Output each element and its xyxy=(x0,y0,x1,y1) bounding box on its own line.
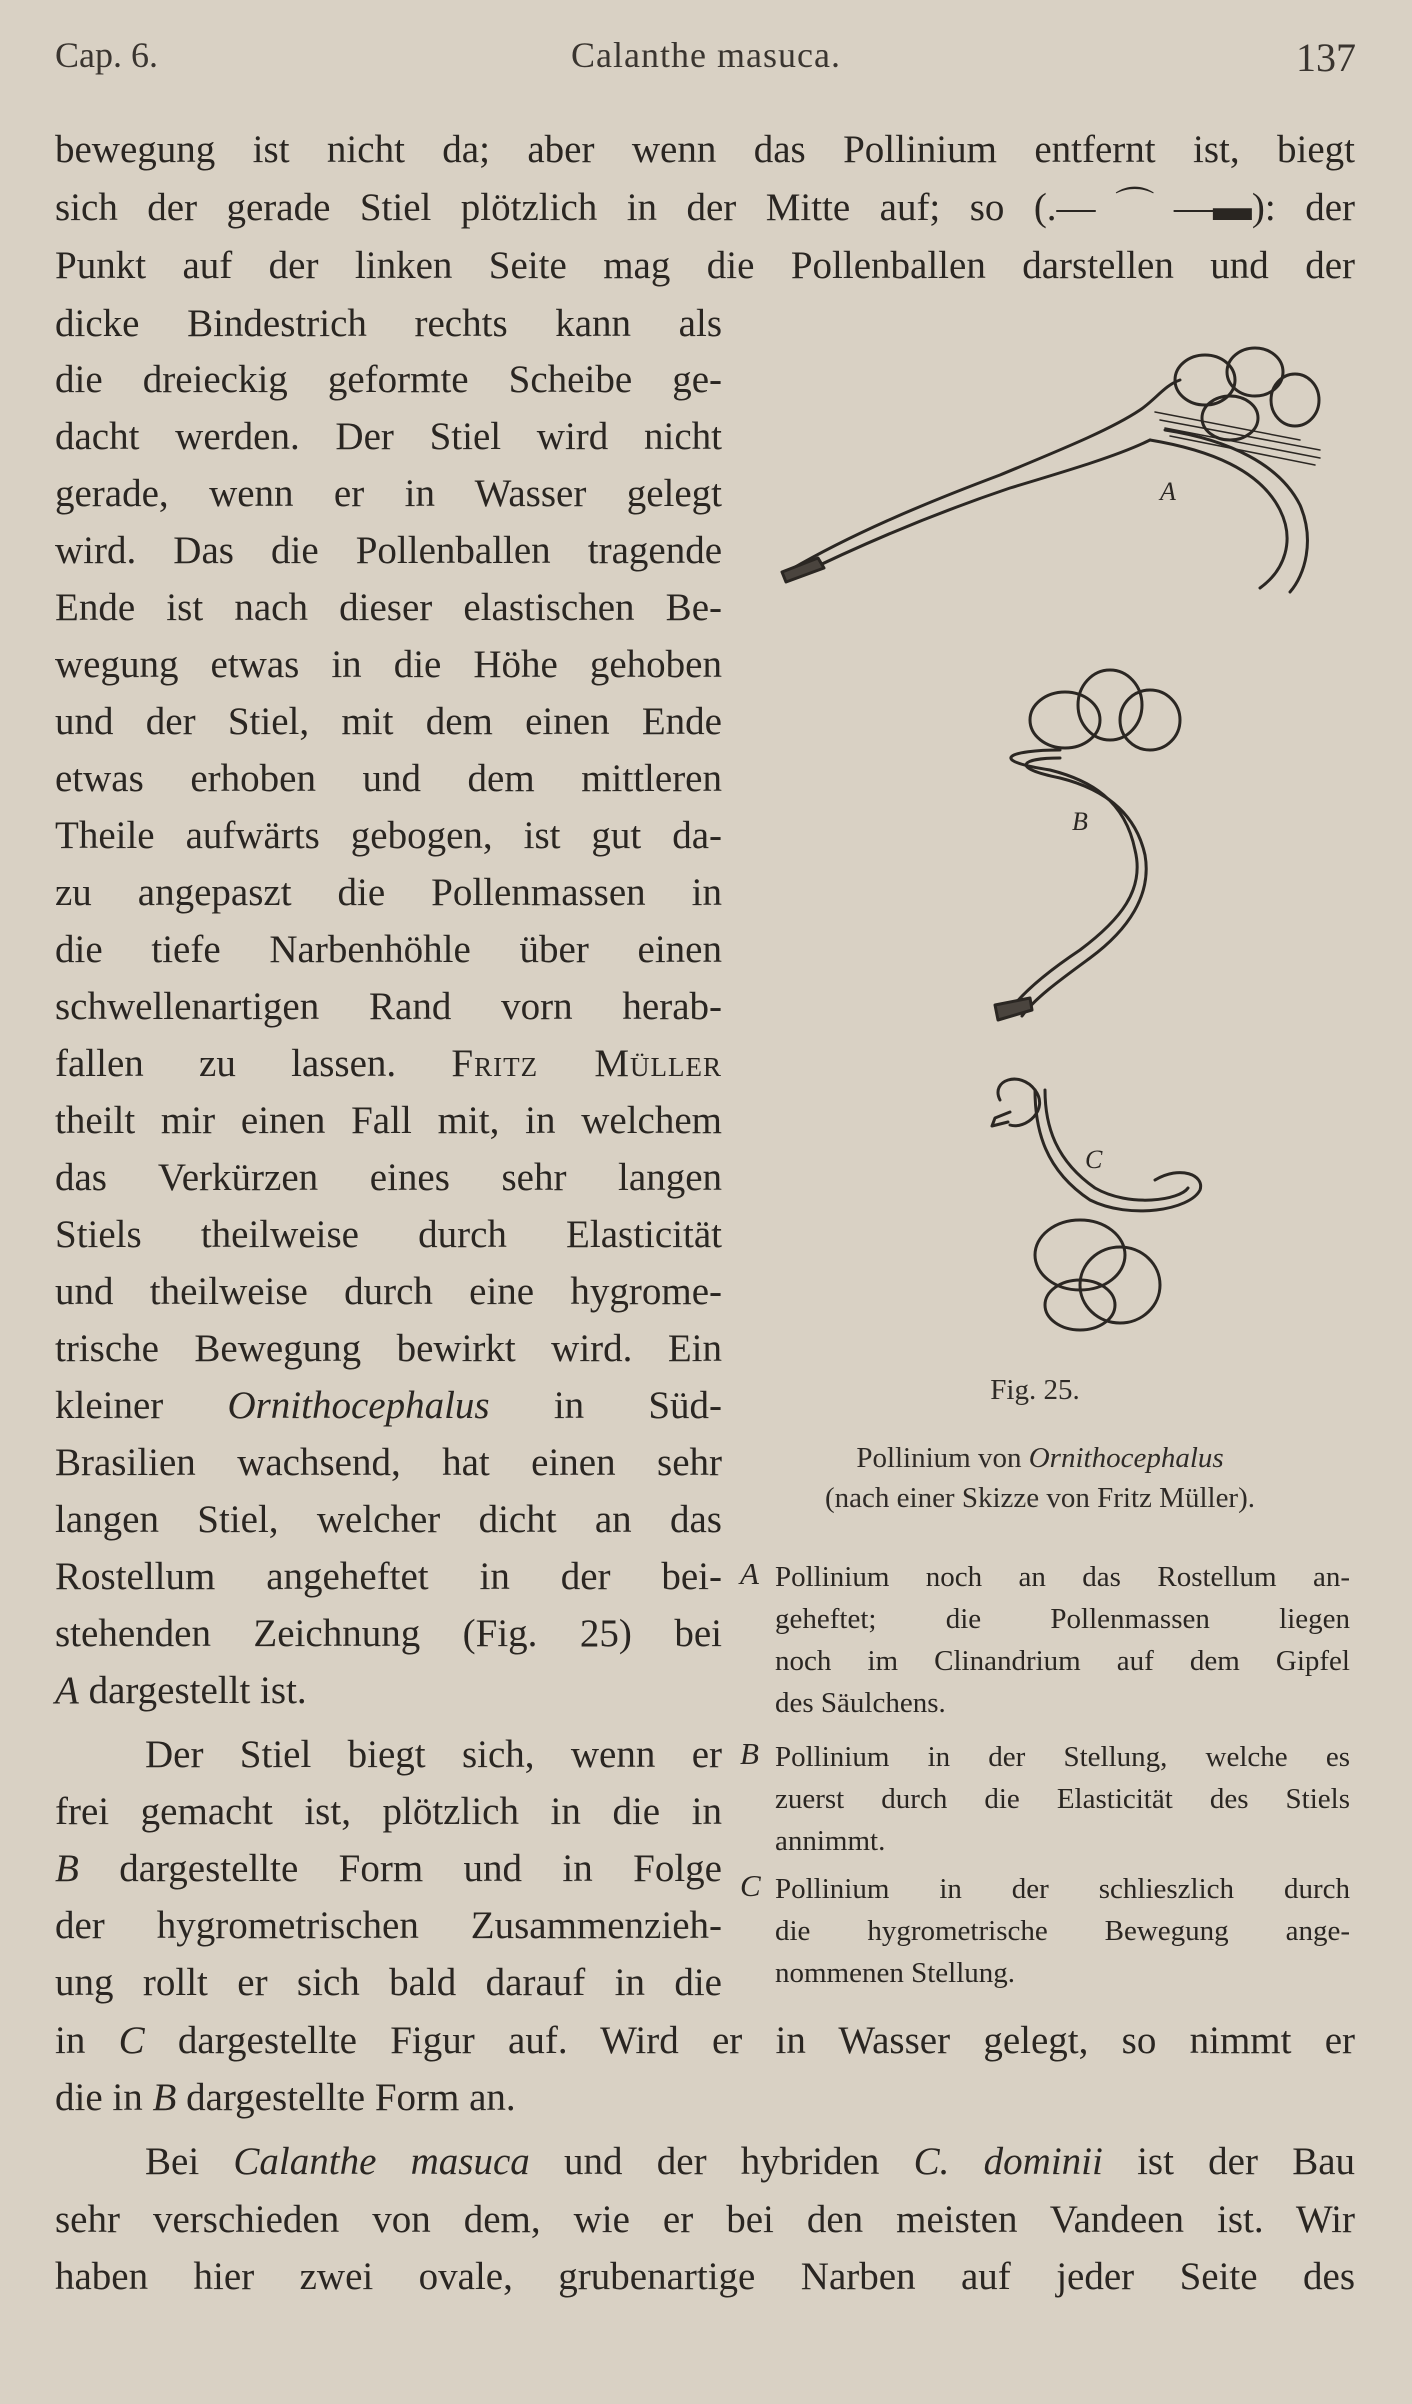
legend-line: Pollinium in der schlieszlich durch xyxy=(775,1873,1350,1905)
text-line: das Verkürzen eines sehr langen xyxy=(55,1156,722,1199)
running-head-title: Calanthe masuca. xyxy=(571,35,841,75)
text-line: haben hier zwei ovale, grubenartige Narben auf jeder Seite des xyxy=(55,2255,1355,2298)
running-head-chapter: Cap. 6. xyxy=(55,35,158,75)
figure-label-c: C xyxy=(1085,1145,1103,1174)
text-line xyxy=(55,1040,722,1088)
page-number: 137 xyxy=(1296,35,1356,80)
text-run: die in xyxy=(55,2076,143,2119)
text-line: etwas erhoben und dem mittleren xyxy=(55,757,722,800)
text-line: dacht werden. Der Stiel wird nicht xyxy=(55,415,722,458)
pollinium-figure xyxy=(760,330,1360,1360)
text-line: theilt mir einen Fall mit, in welchem xyxy=(55,1099,722,1142)
text-line: der hygrometrischen Zusammenzieh- xyxy=(55,1904,722,1947)
text-run: dargestellte Figur auf. Wird er in Wasser gelegt, so nimmt er xyxy=(177,2019,1356,2062)
text-line: Stiels theilweise durch Elasticität xyxy=(55,1213,722,1256)
legend-label-b: B xyxy=(740,1736,759,1771)
text-line: Brasilien wachsend, hat einen sehr xyxy=(55,1441,722,1484)
text-run: und der hybriden xyxy=(564,2140,880,2183)
legend-label-a: A xyxy=(740,1556,759,1591)
text-line xyxy=(55,1667,722,1715)
label-ref: A xyxy=(55,1669,79,1712)
text-line: Der Stiel biegt sich, wenn er xyxy=(145,1733,722,1776)
text-line: wird. Das die Pollenballen tragende xyxy=(55,529,722,572)
legend-line: noch im Clinandrium auf dem Gipfel xyxy=(775,1645,1350,1677)
pollinium-a-drawing xyxy=(782,348,1320,592)
text-line xyxy=(55,1382,722,1430)
caption-text: Pollinium von xyxy=(856,1442,1022,1474)
legend-line: Pollinium in der Stellung, welche es xyxy=(775,1741,1350,1773)
text-line xyxy=(55,1845,722,1893)
legend-line: des Säulchens. xyxy=(775,1687,946,1719)
text-line: die dreieckig geformte Scheibe ge- xyxy=(55,358,722,401)
text-line: sich der gerade Stiel plötzlich in der Mitte auf; so (.—⌒—▬): der xyxy=(55,186,1355,229)
label-ref: B xyxy=(55,1847,79,1890)
text-run: Bei xyxy=(145,2140,200,2183)
label-ref: C xyxy=(118,2019,145,2062)
figure-number: Fig. 25. xyxy=(990,1374,1080,1406)
legend-line: annimmt. xyxy=(775,1825,886,1857)
legend-line: geheftet; die Pollenmassen liegen xyxy=(775,1603,1350,1635)
text-line xyxy=(55,2017,1355,2065)
text-line: Rostellum angeheftet in der bei- xyxy=(55,1555,722,1598)
text-line: Punkt auf der linken Seite mag die Pollenballen darstellen und der xyxy=(55,244,1355,287)
text-line: und theilweise durch eine hygrome- xyxy=(55,1270,722,1313)
figure-label-a: A xyxy=(1160,477,1176,506)
taxon-name: C. dominii xyxy=(913,2140,1103,2183)
legend-line: nommenen Stellung. xyxy=(775,1957,1016,1989)
text-line: gerade, wenn er in Wasser gelegt xyxy=(55,472,722,515)
legend-line: die hygrometrische Bewegung ange- xyxy=(775,1915,1350,1947)
text-line: ung rollt er sich bald darauf in die xyxy=(55,1961,722,2004)
text-line: wegung etwas in die Höhe gehoben xyxy=(55,643,722,686)
text-run: fallen zu lassen. xyxy=(55,1042,397,1085)
text-line: die tiefe Narbenhöhle über einen xyxy=(55,928,722,971)
legend-item-c xyxy=(775,1868,1350,1994)
text-run: ist der Bau xyxy=(1137,2140,1356,2183)
text-line: sehr verschieden von dem, wie er bei den meisten Vandeen ist. Wir xyxy=(55,2198,1355,2241)
text-line xyxy=(55,2074,1355,2122)
text-line: dicke Bindestrich rechts kann als xyxy=(55,302,722,345)
legend-item-a xyxy=(775,1556,1350,1724)
text-line: zu angepaszt die Pollenmassen in xyxy=(55,871,722,914)
legend-line: Pollinium noch an das Rostellum an- xyxy=(775,1561,1350,1593)
text-line: und der Stiel, mit dem einen Ende xyxy=(55,700,722,743)
text-line: schwellenartigen Rand vorn herab- xyxy=(55,985,722,1028)
pollinium-b-drawing xyxy=(995,670,1180,1020)
taxon-name: Ornithocephalus xyxy=(227,1384,490,1427)
legend-line: zuerst durch die Elasticität des Stiels xyxy=(775,1783,1350,1815)
text-run: dargestellt ist. xyxy=(88,1669,307,1712)
text-line: frei gemacht ist, plötzlich in die in xyxy=(55,1790,722,1833)
text-run: dargestellte Form und in Folge xyxy=(119,1847,722,1890)
text-line xyxy=(145,2138,1355,2186)
text-line: langen Stiel, welcher dicht an das xyxy=(55,1498,722,1541)
caption-taxon: Ornithocephalus xyxy=(1028,1442,1224,1474)
text-run: kleiner xyxy=(55,1384,164,1427)
text-line: trische Bewegung bewirkt wird. Ein xyxy=(55,1327,722,1370)
figure-caption-source: (nach einer Skizze von Fritz Müller). xyxy=(824,1482,1255,1514)
text-run: in xyxy=(55,2019,86,2062)
text-line: Ende ist nach dieser elastischen Be- xyxy=(55,586,722,629)
label-ref: B xyxy=(152,2076,177,2119)
legend-label-c: C xyxy=(740,1868,761,1903)
text-line: bewegung ist nicht da; aber wenn das Pollinium entfernt ist, biegt xyxy=(55,128,1355,171)
text-run: in Süd- xyxy=(553,1384,723,1427)
text-run: dargestellte Form an. xyxy=(186,2076,516,2119)
text-line: stehenden Zeichnung (Fig. 25) bei xyxy=(55,1612,722,1655)
pollinium-c-drawing xyxy=(992,1079,1201,1330)
figure-caption-title xyxy=(740,1438,1340,1478)
legend-item-b xyxy=(775,1736,1350,1862)
figure-label-b: B xyxy=(1072,807,1088,836)
taxon-name: Calanthe masuca xyxy=(233,2140,530,2183)
text-line: Theile aufwärts gebogen, ist gut da- xyxy=(55,814,722,857)
author-name: Fritz Müller xyxy=(451,1042,722,1085)
